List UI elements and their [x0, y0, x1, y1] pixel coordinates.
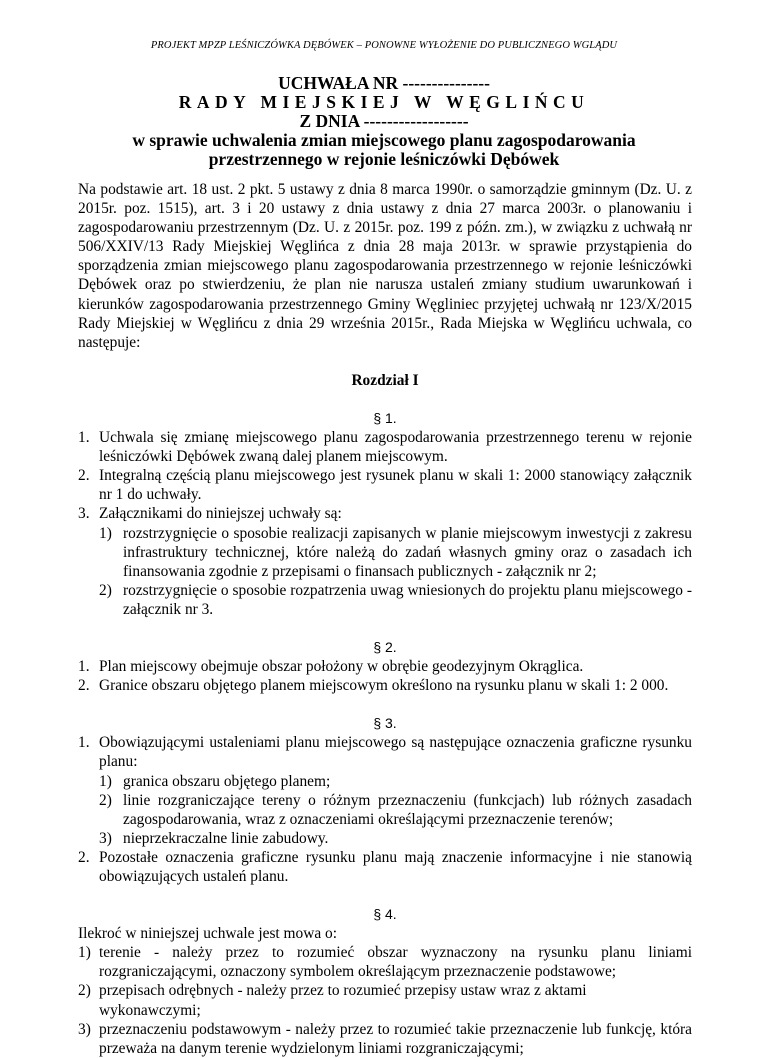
resolution-subject-line-2: przestrzennego w rejonie leśniczówki Dębówek: [208, 149, 560, 169]
resolution-date: Z DNIA ------------------: [299, 111, 469, 131]
sub-list-item: [78, 772, 692, 791]
resolution-subject-line-1: w sprawie uchwalenia zmian miejscowego planu zagospodarowania: [132, 130, 636, 150]
item-line: Integralną częścią planu miejscowego jest rysunek planu w skali 1: 2000 stanowiący załącznik: [99, 467, 692, 485]
preamble-line: Dębówek oraz po stwierdzeniu, że plan nie narusza ustaleń zmiany studium uwarunkowań i: [78, 276, 692, 294]
preamble-line: kierunków zagospodarowania przestrzennego Gminy Węgliniec przyjętej uchwałą nr 123/X/2015: [78, 295, 692, 313]
sub-list-item: [78, 829, 692, 848]
item-line: granica obszaru objętego planem;: [123, 772, 331, 790]
section-2-heading: § 2.: [373, 638, 397, 655]
document-body: [78, 180, 692, 1058]
sub-list-item: [78, 791, 692, 829]
sub-item-number: 2): [99, 791, 112, 809]
sub-item-number: 1): [99, 772, 112, 790]
item-line: terenie - należy przez to rozumieć obszar wyznaczony na rysunku planu liniami: [99, 944, 692, 962]
item-line: planu:: [99, 753, 138, 771]
item-line: infrastruktury technicznej, które należą do zadań własnych gminy oraz o zasadach ich: [123, 543, 692, 561]
section-4-heading: § 4.: [373, 906, 397, 923]
preamble: [78, 180, 692, 352]
item-line: leśniczówki Dębówek zwaną dalej planem miejscowym.: [99, 448, 448, 466]
item-line: zagospodarowania, wraz z oznaczeniami określającymi przeznaczenie terenów;: [123, 810, 614, 828]
item-line: obowiązujących ustaleń planu.: [99, 868, 289, 885]
section-1-heading: § 1.: [373, 409, 397, 426]
preamble-line: następuje:: [78, 333, 141, 351]
item-line: nr 1 do uchwały.: [99, 486, 202, 504]
item-line: rozgraniczającymi, oznaczony symbolem określającym przeznaczenie podstawowe;: [99, 963, 617, 981]
preamble-line: 2015r. poz. 1515), art. 3 i 20 ustawy z dnia ustawy z dnia 27 marca 2003r. o planowaniu i: [78, 200, 692, 218]
item-line: przeznaczeniu podstawowym - należy przez to rozumieć takie przeznaczenie lub funkcję, która: [99, 1020, 692, 1038]
item-line: rozstrzygnięcie o sposobie realizacji zapisanych w planie miejscowym inwestycji z zakresu: [123, 524, 692, 542]
sub-list-item: [78, 524, 692, 581]
item-line: Granice obszaru objętego planem miejscowym określono na rysunku planu w skali 1: 2 000.: [99, 677, 669, 695]
list-item: [78, 848, 692, 886]
item-line: przepisach odrębnych - należy przez to rozumieć przepisy ustaw wraz z aktami wykonawczymi;: [99, 982, 587, 1019]
preamble-line: sporządzenia zmian miejscowego planu zagospodarowania przestrzennego w rejonie leśniczówki: [78, 257, 692, 275]
section-3-heading: § 3.: [373, 715, 397, 732]
list-item: [78, 943, 692, 981]
sub-list-item: [78, 581, 692, 619]
sub-item-number: 3): [99, 829, 112, 847]
item-number: 2): [78, 982, 91, 1000]
list-item: [78, 428, 692, 466]
preamble-line: 506/XXIV/13 Rady Miejskiej Węglińca z dnia 28 maja 2013r. w sprawie przystąpienia do: [78, 238, 692, 256]
running-header: PROJEKT MPZP LEŚNICZÓWKA DĘBÓWEK – PONOWNE WYŁOŻENIE DO PUBLICZNEGO WGLĄDU: [150, 40, 618, 51]
item-number: 3.: [78, 505, 90, 523]
item-number: 3): [78, 1020, 91, 1038]
item-number: 1.: [78, 734, 90, 752]
item-line: załącznik nr 3.: [123, 600, 214, 618]
item-line: Pozostałe oznaczenia graficzne rysunku planu mają znaczenie informacyjne i nie stanowią: [99, 848, 692, 866]
list-item: [78, 676, 692, 695]
item-line: Plan miejscowy obejmuje obszar położony w obrębie geodezyjnym Okrąglica.: [99, 658, 584, 676]
item-line: rozstrzygnięcie o sposobie rozpatrzenia uwag wniesionych do projektu planu miejscowego -: [123, 581, 692, 599]
item-number: 2.: [78, 677, 90, 695]
list-item: [78, 657, 692, 676]
item-line: finansowania zgodnie z przepisami o finansach publicznych - załącznik nr 2;: [123, 562, 597, 580]
resolution-title-block: [0, 74, 768, 169]
item-number: 1.: [78, 658, 90, 676]
list-item: [78, 504, 692, 523]
item-line: przeważa na danym terenie wydzielonym liniami rozgraniczającymi;: [99, 1039, 524, 1057]
item-line: Załącznikami do niniejszej uchwały są:: [99, 505, 342, 523]
item-number: 2.: [78, 848, 90, 866]
item-line: Obowiązującymi ustaleniami planu miejscowego są następujące oznaczenia graficzne rysunku: [99, 734, 692, 752]
preamble-line: zagospodarowaniu przestrzennym (Dz. U. z 2015r. poz. 199 z późn. zm.), w związku z uchwałą nr: [78, 219, 692, 237]
sub-item-number: 2): [99, 581, 112, 599]
list-item: [78, 733, 692, 771]
list-item: [78, 981, 692, 1019]
preamble-line: Na podstawie art. 18 ust. 2 pkt. 5 ustawy z dnia 8 marca 1990r. o samorządzie gminnym (Dz. U. z: [78, 181, 692, 198]
item-line: Uchwala się zmianę miejscowego planu zagospodarowania przestrzennego terenu w rejonie: [99, 429, 692, 447]
chapter-heading: Rozdział I: [351, 371, 419, 389]
item-number: 1): [78, 944, 91, 962]
list-item: [78, 466, 692, 504]
item-line: nieprzekraczalne linie zabudowy.: [123, 829, 329, 847]
item-line: linie rozgraniczające tereny o różnym przeznaczeniu (funkcjach) lub różnych zasadach: [123, 791, 692, 809]
sub-item-number: 1): [99, 524, 112, 542]
item-number: 1.: [78, 429, 90, 447]
list-item: [78, 1020, 692, 1058]
section-4-intro: Ilekroć w niniejszej uchwale jest mowa o:: [78, 925, 337, 943]
preamble-line: Rady Miejskiej w Węglińcu z dnia 29 września 2015r., Rada Miejska w Węglińcu uchwala, co: [78, 314, 692, 332]
resolution-number: UCHWAŁA NR ---------------: [278, 73, 490, 93]
council-name: RADY MIEJSKIEJ W WĘGLIŃCU: [178, 92, 590, 112]
item-number: 2.: [78, 467, 90, 485]
